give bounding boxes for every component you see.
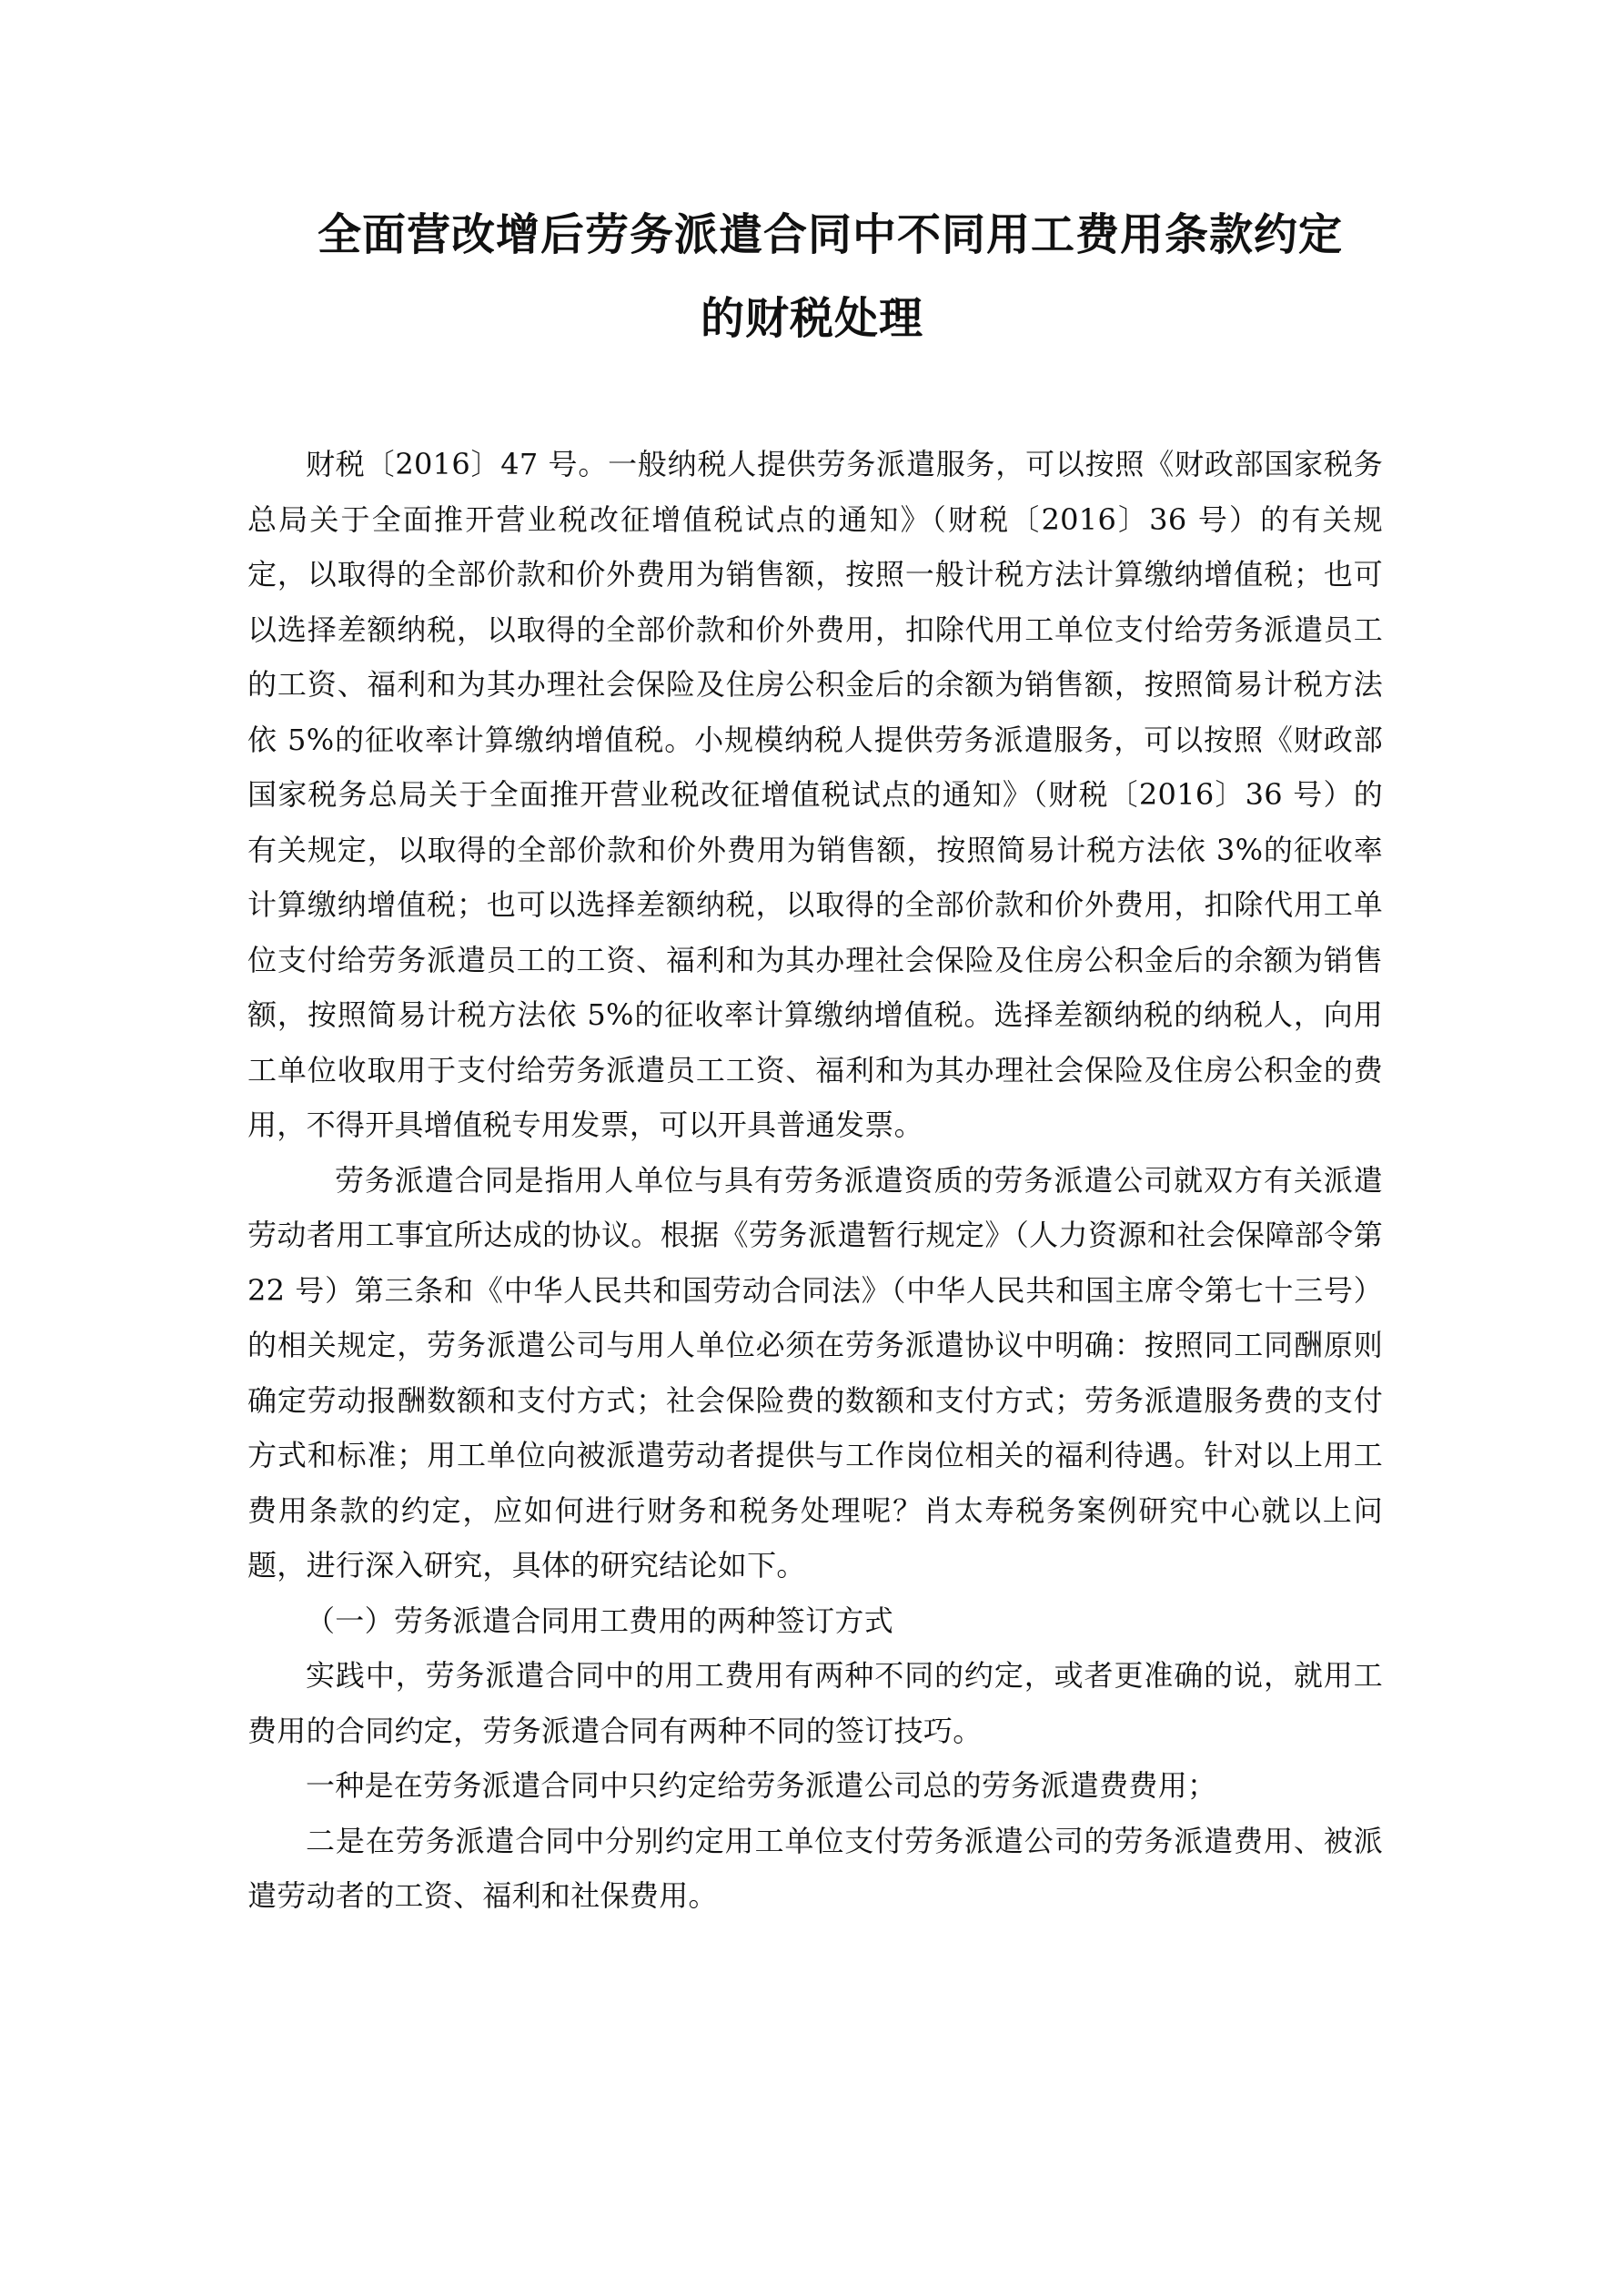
document-body (247, 437, 1383, 1924)
document-title (0, 193, 1624, 360)
paragraph-method-one: 一种是在劳务派遣合同中只约定给劳务派遣公司总的劳务派遣费费用； (306, 1768, 1217, 1803)
title-line-2: 的财税处理 (700, 293, 923, 344)
paragraph-contract-definition: 劳务派遣合同是指用人单位与具有劳务派遣资质的劳务派遣公司就双方有关派遣劳动者用工事宜所达成的协议。根据《劳务派遣暂行规定》（人力资源和社会保障部令第 22 号）第三条和《中华人民共和国劳动合同法》（中华人民共和国主席令第七十三号）的相关规定，劳务派遣公司与用人单位必须在劳务派遣协议中明确：按照同工同酬原则确定劳动报酬数额和支付方式；社会保险费的数额和支付方式；劳务派遣服务费的支付方式和标准；用工单位向被派遣劳动者提供与工作岗位相关的福利待遇。针对以上用工费用条款的约定，应如何进行财务和税务处理呢？肖太寿税务案例研究中心就以上问题，进行深入研究，具体的研究结论如下。 (247, 1162, 1383, 1583)
title-line-1: 全面营改增后劳务派遣合同中不同用工费用条款约定 (317, 209, 1343, 260)
paragraph-tax-policy: 财税〔2016〕47 号。一般纳税人提供劳务派遣服务，可以按照《财政部国家税务总局关于全面推开营业税改征增值税试点的通知》（财税〔2016〕36 号）的有关规定，以取得的全部价款和价外费用为销售额，按照一般计税方法计算缴纳增值税；也可以选择差额纳税，以取得的全部价款和价外费用，扣除代用工单位支付给劳务派遣员工的工资、福利和为其办理社会保险及住房公积金后的余额为销售额，按照简易计税方法依 5%的征收率计算缴纳增值税。小规模纳税人提供劳务派遣服务，可以按照《财政部国家税务总局关于全面推开营业税改征增值税试点的通知》（财税〔2016〕36 号）的有关规定，以取得的全部价款和价外费用为销售额，按照简易计税方法依 3%的征收率计算缴纳增值税；也可以选择差额纳税，以取得的全部价款和价外费用，扣除代用工单位支付给劳务派遣员工的工资、福利和为其办理社会保险及住房公积金后的余额为销售额，按照简易计税方法依 5%的征收率计算缴纳增值税。选择差额纳税的纳税人，向用工单位收取用于支付给劳务派遣员工工资、福利和为其办理社会保险及住房公积金的费用，不得开具增值税专用发票，可以开具普通发票。 (247, 447, 1383, 1142)
paragraph-method-two: 二是在劳务派遣合同中分别约定用工单位支付劳务派遣公司的劳务派遣费用、被派遣劳动者的工资、福利和社保费用。 (247, 1823, 1383, 1913)
paragraph-practice: 实践中，劳务派遣合同中的用工费用有两种不同的约定，或者更准确的说，就用工费用的合同约定，劳务派遣合同有两种不同的签订技巧。 (247, 1658, 1383, 1748)
section-heading-1: （一）劳务派遣合同用工费用的两种签订方式 (306, 1603, 894, 1638)
